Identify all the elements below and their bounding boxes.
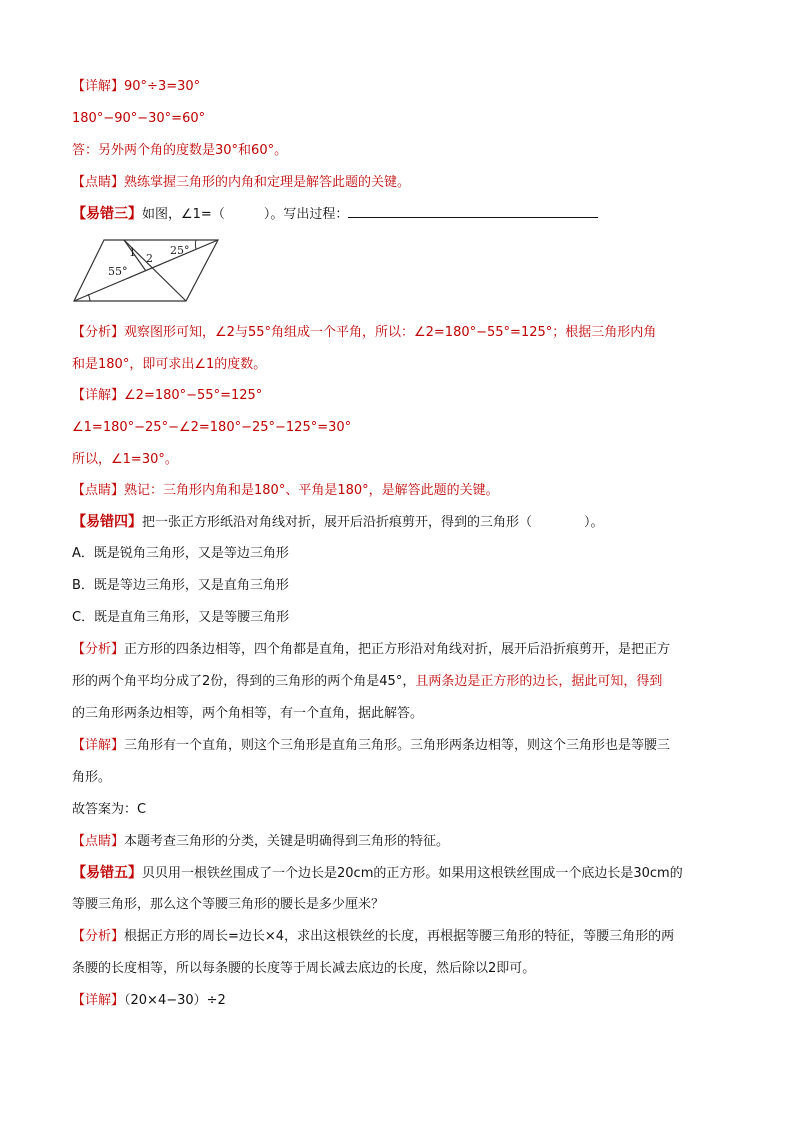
analysis-text: 观察图形可知，∠2与55°角组成一个平角，所以：∠2=180°−55°=125°；根据三角形内角 (124, 325, 657, 340)
question-5 (72, 864, 683, 883)
analysis-4-line-2 (72, 673, 662, 691)
tag-detail: 【详解】 (72, 388, 125, 403)
tip-text: 熟练掌握三角形的内角和定理是解答此题的关键。 (124, 175, 411, 190)
question-5-text: 贝贝用一根铁丝围成了一个边长是20cm的正方形。如果用这根铁丝围成一个底边长是30cm的 (142, 866, 683, 881)
analysis-4-text-b: 且两条边是正方形的边长，据此可知，得到 (415, 674, 663, 689)
tag-detail: 【详解】 (72, 79, 125, 94)
tip-text-a: 熟记：三角形内角和是180°、平角是180°， (124, 483, 382, 498)
tag-question-5: 【易错五】 (72, 865, 142, 881)
calc-text: 90°÷3=30° (124, 79, 201, 94)
tag-analysis: 【分析】 (72, 325, 125, 340)
analysis-4-text: 正方形的四条边相等，四个角都是直角，把正方形沿对角线对折，展开后沿折痕剪开，是把正方 (124, 642, 671, 657)
tag-tip: 【点睛】 (72, 483, 125, 498)
tip-line-2 (72, 482, 499, 500)
angle-label-1: 1 (129, 246, 136, 259)
detail-4-line-1 (72, 737, 670, 755)
analysis-4-line-3: 的三角形两条边相等，两个角相等，有一个直角，据此解答。 (72, 706, 424, 721)
angle-label-2: 2 (146, 252, 153, 265)
angle-arc-25 (195, 240, 196, 249)
tag-question-4: 【易错四】 (72, 514, 142, 530)
tip-text-b: 是解答此题的关键。 (381, 483, 499, 498)
tag-analysis: 【分析】 (72, 929, 125, 944)
angle-label-25: 25° (170, 244, 190, 257)
parallelogram-figure (72, 234, 222, 306)
tag-question-3: 【易错三】 (72, 206, 142, 222)
tag-tip: 【点睛】 (72, 175, 125, 190)
detail-line-1 (72, 387, 262, 405)
detail-text: ∠2=180°−55°=125° (124, 388, 263, 403)
question-4 (72, 513, 604, 532)
answer-choice: 故答案为：C (72, 802, 147, 817)
detail-line-3: 所以，∠1=30°。 (72, 452, 178, 467)
tip-4-line (72, 833, 449, 851)
angle-arc-55 (88, 294, 90, 301)
option-c: C．既是直角三角形，又是等腰三角形 (72, 610, 290, 625)
answer-blank (348, 205, 598, 218)
tag-detail: 【详解】 (72, 738, 125, 753)
tip-line (72, 174, 410, 192)
detail-4-text: 三角形有一个直角，则这个三角形是直角三角形。三角形两条边相等，则这个三角形也是等腰三 (124, 738, 671, 753)
detail-4-line-2: 角形。 (72, 770, 112, 785)
angle-label-55: 55° (108, 265, 128, 278)
analysis-line-2: 和是180°，即可求出∠1的度数。 (72, 357, 267, 372)
tip-4-text: 本题考查三角形的分类，关键是明确得到三角形的特征。 (124, 834, 450, 849)
tag-detail: 【详解】 (72, 993, 125, 1008)
detail-line-2: ∠1=180°−25°−∠2=180°−25°−125°=30° (72, 420, 352, 435)
option-b: B．既是等边三角形，又是直角三角形 (72, 578, 289, 593)
answer-line-2: 180°−90°−30°=60° (72, 111, 206, 126)
tag-tip: 【点睛】 (72, 834, 125, 849)
tag-analysis: 【分析】 (72, 642, 125, 657)
question-3 (72, 205, 598, 224)
analysis-4-text-a: 形的两个角平均分成了2份，得到的三角形的两个角是45°， (72, 674, 416, 689)
analysis-5-line-1 (72, 928, 674, 946)
question-5-line-2: 等腰三角形，那么这个等腰三角形的腰长是多少厘米？ (72, 897, 385, 912)
question-4-text: 把一张正方形纸沿对角线对折，展开后沿折痕剪开，得到的三角形（ ）。 (142, 515, 604, 530)
analysis-4-line-1 (72, 641, 670, 659)
analysis-5-line-2: 条腰的长度相等，所以每条腰的长度等于周长减去底边的长度，然后除以2即可。 (72, 961, 536, 976)
answer-line-1 (72, 78, 200, 96)
analysis-5-text: 根据正方形的周长=边长×4，求出这根铁丝的长度，再根据等腰三角形的特征，等腰三角形的两 (124, 929, 675, 944)
answer-line-3: 答：另外两个角的度数是30°和60°。 (72, 143, 288, 158)
analysis-line-1 (72, 324, 656, 342)
question-3-text: 如图，∠1=（ ）。写出过程： (142, 207, 349, 222)
detail-5-text: （20×4−30）÷2 (124, 993, 226, 1008)
option-a: A．既是锐角三角形，又是等边三角形 (72, 546, 289, 561)
detail-5-line-1 (72, 992, 226, 1010)
